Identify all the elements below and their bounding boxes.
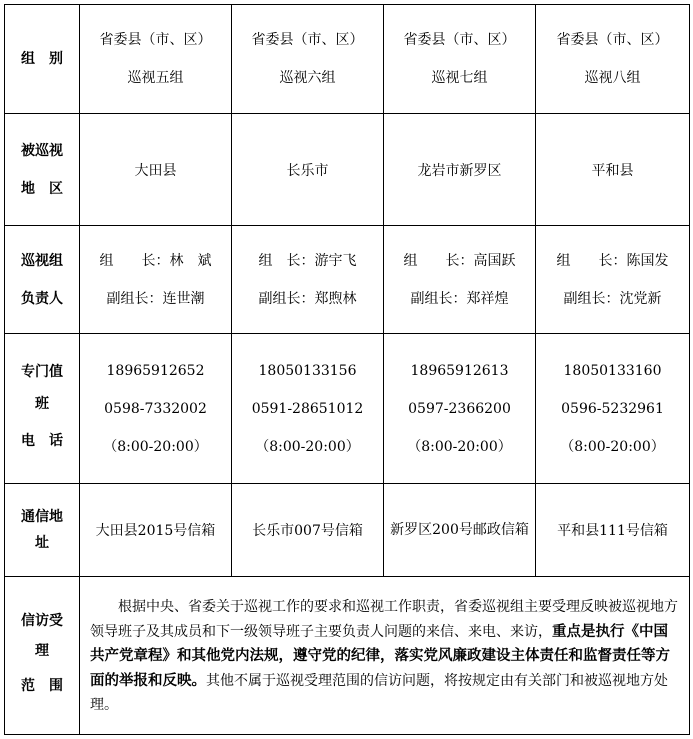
inspection-table [4, 4, 690, 735]
label-phone-line3: 电 话 [21, 432, 63, 449]
scope-cell [80, 577, 690, 735]
leader-cell [384, 226, 536, 334]
group-name: 巡视五组 [127, 70, 184, 86]
leader-cell [80, 226, 232, 334]
group-cell-8 [536, 5, 690, 114]
scope-paragraph [90, 595, 679, 718]
leader-name: 组 长：陈国发 [556, 252, 669, 269]
group-prefix: 省委县（市、区） [403, 32, 516, 48]
label-group [5, 5, 80, 114]
row-address [5, 484, 690, 577]
area-cell: 龙岩市新罗区 [384, 114, 536, 226]
label-leader-line2: 负责人 [21, 290, 63, 307]
label-leader [5, 226, 80, 334]
label-address-line2: 址 [35, 535, 49, 551]
area-cell: 平和县 [536, 114, 690, 226]
row-group [5, 5, 690, 114]
phone-mobile: 18965912613 [410, 362, 509, 379]
phone-hours: （8:00-20:00） [255, 438, 360, 455]
group-name: 巡视六组 [279, 70, 336, 86]
label-phone-line1: 专门值 [21, 363, 63, 380]
mailbox-cell: 平和县111号信箱 [536, 484, 690, 577]
group-cell-5 [80, 5, 232, 114]
group-name: 巡视八组 [584, 70, 641, 86]
mailbox-cell: 大田县2015号信箱 [80, 484, 232, 577]
phone-landline: 0597-2366200 [408, 400, 511, 417]
mailbox-cell [384, 484, 536, 577]
area-cell: 长乐市 [232, 114, 384, 226]
deputy-name: 副组长：连世潮 [106, 290, 205, 307]
leader-cell [536, 226, 690, 334]
scope-text-after: 其他不属于巡视受理范围的信访问题，将按规定由有关部门和被巡视地方处理。 [90, 672, 668, 714]
deputy-name: 副组长：郑祥煌 [410, 290, 509, 307]
row-area [5, 114, 690, 226]
row-scope [5, 577, 690, 735]
phone-cell [80, 334, 232, 484]
label-scope [5, 577, 80, 735]
group-cell-6 [232, 5, 384, 114]
label-area-line2: 地 区 [21, 180, 63, 197]
phone-hours: （8:00-20:00） [407, 438, 512, 455]
phone-landline: 0596-5232961 [561, 400, 664, 417]
leader-name: 组 长：林 斌 [99, 252, 212, 269]
leader-cell [232, 226, 384, 334]
label-scope-line1: 信访受 [21, 612, 63, 629]
label-area-line1: 被巡视 [21, 142, 63, 159]
label-scope-line3: 范 围 [21, 677, 63, 694]
mailbox-cell: 长乐市007号信箱 [232, 484, 384, 577]
mailbox-text: 新罗区200号邮政信箱 [390, 522, 529, 538]
group-cell-7 [384, 5, 536, 114]
phone-landline: 0591-28651012 [251, 400, 364, 417]
phone-landline: 0598-7332002 [104, 400, 207, 417]
phone-cell [232, 334, 384, 484]
label-group-text: 组 别 [21, 51, 63, 67]
label-address-line1: 通信地 [21, 509, 63, 525]
label-phone-line2: 班 [35, 395, 49, 412]
label-area [5, 114, 80, 226]
phone-cell [536, 334, 690, 484]
row-phone [5, 334, 690, 484]
label-phone [5, 334, 80, 484]
label-leader-line1: 巡视组 [21, 252, 63, 269]
area-cell: 大田县 [80, 114, 232, 226]
scope-text-bold: 重点是执行《中国共产党章程》和其他党内法规，遵守党的纪律，落实党风廉政建设主体责任和监督责任等方面的举报和反映。 [90, 623, 670, 689]
phone-mobile: 18050133156 [258, 362, 357, 379]
phone-mobile: 18050133160 [563, 362, 662, 379]
phone-hours: （8:00-20:00） [560, 438, 665, 455]
phone-mobile: 18965912652 [106, 362, 205, 379]
scope-text-before: 根据中央、省委关于巡视工作的要求和巡视工作职责，省委巡视组主要受理反映被巡视地方领导班子及其成员和下一级领导班子主要负责人问题的来信、来电、来访， [90, 599, 678, 640]
group-name: 巡视七组 [431, 70, 488, 86]
leader-name: 组 长：高国跃 [403, 252, 516, 269]
group-prefix: 省委县（市、区） [556, 32, 669, 48]
deputy-name: 副组长：沈党新 [563, 290, 662, 307]
group-prefix: 省委县（市、区） [99, 32, 212, 48]
deputy-name: 副组长：郑煦林 [258, 290, 357, 307]
phone-hours: （8:00-20:00） [103, 438, 208, 455]
group-prefix: 省委县（市、区） [251, 32, 364, 48]
label-scope-line2: 理 [35, 642, 49, 659]
leader-name: 组 长：游宇飞 [258, 252, 357, 269]
row-leader [5, 226, 690, 334]
label-address [5, 484, 80, 577]
phone-cell [384, 334, 536, 484]
